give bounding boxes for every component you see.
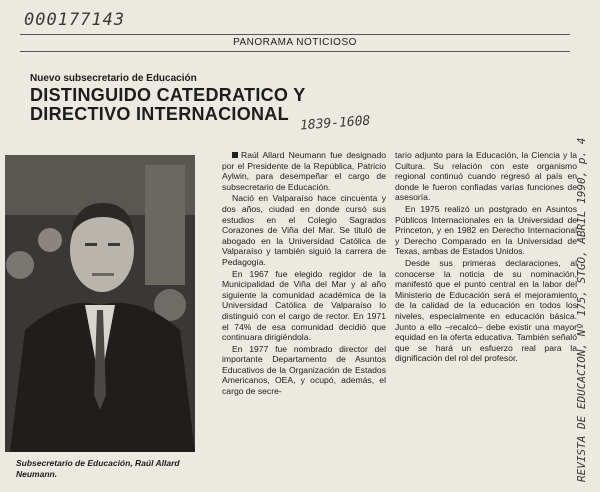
article-column-1 xyxy=(222,150,386,398)
handwritten-date-note: 1839-1608 xyxy=(299,113,371,134)
paragraph: En 1977 fue nombrado director del importante Departamento de Asuntos Educativos de la Organización de Estados Americanos, OEA, y ocupó, además, el cargo de secre- xyxy=(222,343,386,397)
photo-caption: Subsecretario de Educación, Raúl Allard Neumann. xyxy=(16,458,180,479)
kicker: Nuevo subsecretario de Educación xyxy=(30,73,197,84)
portrait-photo xyxy=(5,155,195,452)
handwritten-source-note: REVISTA DE EDUCACION, Nº 175, STGO, ABRIL 1990, p. 4 xyxy=(575,137,588,482)
paragraph: tario adjunto para la Educación, la Ciencia y la Cultura. Su relación con este organismo regional continuó cuando regresó al país en donde le fueron confiadas varias funciones de asesoría. xyxy=(395,150,577,203)
paragraph: Raúl Allard Neumann fue designado por el Presidente de la República, Patricio Aylwin, para desempeñar el cargo de subsecretario de Educación. xyxy=(222,150,386,192)
article-column-2 xyxy=(395,150,577,365)
paragraph: Nació en Valparaíso hace cincuenta y dos años, ciudad en donde cursó sus estudios en el Colegio Sagrados Corazones de Viña del Mar. Se tituló de abogado en la Universidad Católica de Valparaíso y también siguió la carrera de Pedagogía. xyxy=(222,193,386,267)
section-header: PANORAMA NOTICIOSO xyxy=(20,34,570,52)
portrait-icon xyxy=(5,155,195,452)
archive-number: 000177143 xyxy=(24,10,126,30)
paragraph: Desde sus primeras declaraciones, al conocerse la noticia de su nominación, manifestó que el punto central en la labor del Ministerio de Educación será el mejoramiento de la calidad de la educación en todos los niveles, especialmente en educación básica. Junto a ello –recalcó– debe existir una mayor equidad en la oferta educativa. También señaló que se hará un esfuerzo real para la dignificación del rol del profesor. xyxy=(395,257,577,364)
paragraph: En 1975 realizó un postgrado en Asuntos Públicos Internacionales en la Universidad de Princeton, y en 1982 en Derecho Internacional y Derecho Comparado en la Universidad de Texas, ambas de Estados Unidos. xyxy=(395,203,577,257)
bullet-icon xyxy=(232,152,238,158)
headline: DISTINGUIDO CATEDRATICO Y DIRECTIVO INTERNACIONAL xyxy=(30,85,306,124)
paragraph: En 1967 fue elegido regidor de la Municipalidad de Viña del Mar y al año siguiente la comunidad académica de la Universidad Católica de Valparaíso lo distinguió con el cargo de rector. En 1971 el 74% de esa comunidad decidió que continuara dirigiéndola. xyxy=(222,268,386,343)
